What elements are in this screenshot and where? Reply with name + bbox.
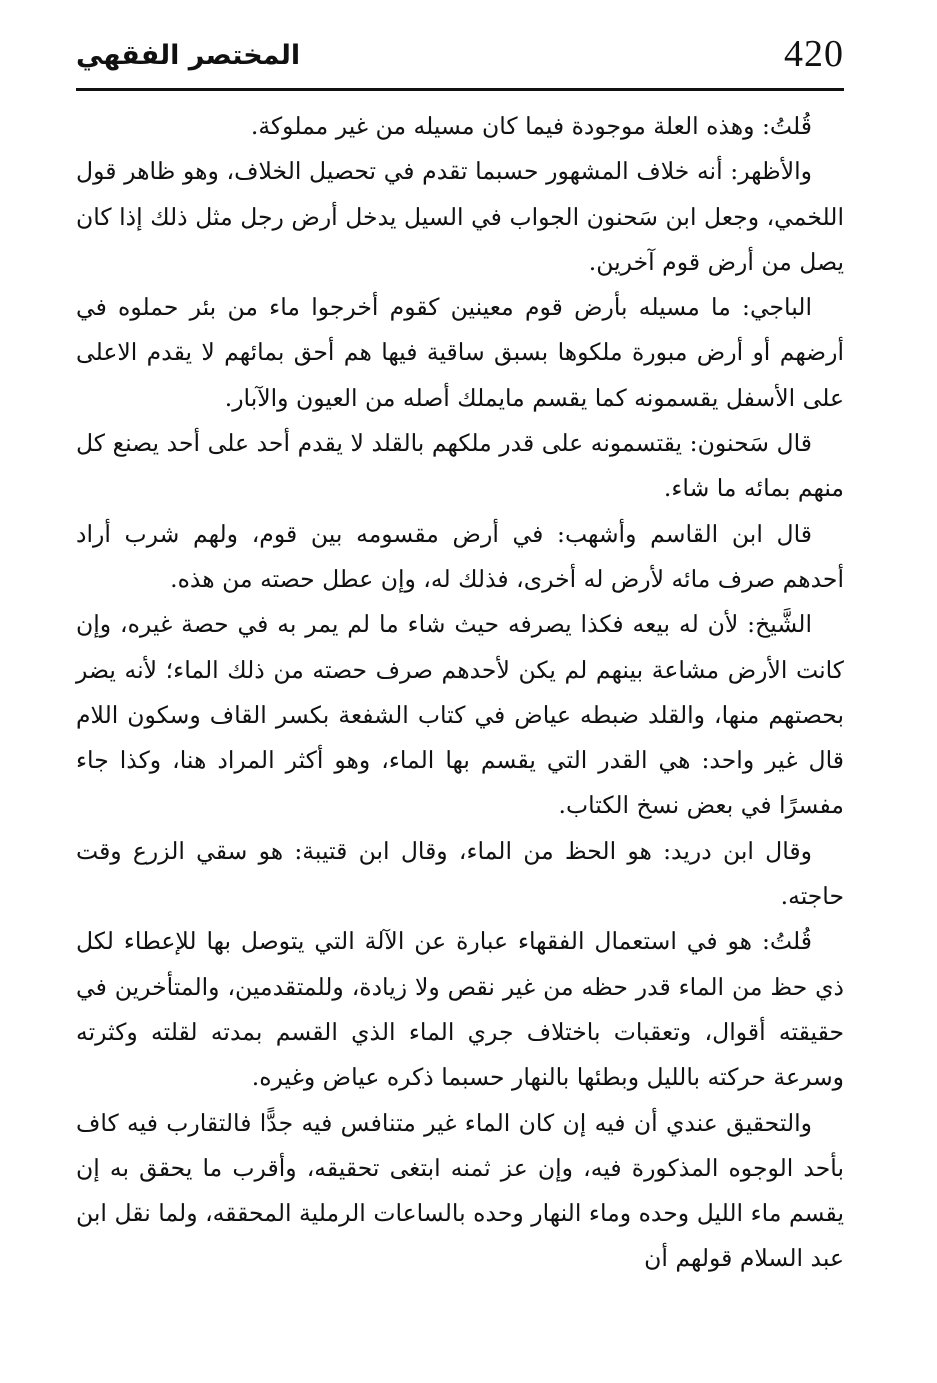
- paragraph: الباجي: ما مسيله بأرض قوم معينين كقوم أخرجوا ماء من بئر حملوه في أرضهم أو أرض مبورة ملكوها بسبق ساقية فيها هم أحق بمائهم لا يقدم الاعلى على الأسفل يقسمونه كما يقسم مايملك أصله من العيون والآبار.: [76, 293, 844, 412]
- page-number: 420: [784, 33, 844, 75]
- paragraph: قُلتُ: هو في استعمال الفقهاء عبارة عن الآلة التي يتوصل بها للإعطاء لكل ذي حظ من الماء قدر حظه من غير نقص ولا زيادة، وللمتقدمين، والمتأخرين في حقيقته أقوال، وتعقبات باختلاف جري الماء الذي القسم بمدته لقلته وكثرته وسرعة حركته بالليل وبطئها بالنهار حسبما ذكره عياض وغيره.: [76, 927, 844, 1092]
- running-head: [76, 28, 844, 80]
- text-body: [76, 104, 844, 1282]
- paragraph: قُلتُ: وهذه العلة موجودة فيما كان مسيله من غير مملوكة.: [250, 112, 812, 140]
- paragraph: الشَّيخ: لأن له بيعه فكذا يصرفه حيث شاء ما لم يمر به في حصة غيره، وإن كانت الأرض مشاعة بينهم لم يكن لأحدهم صرف حصته من ذلك الماء؛ لأنه يضر بحصتهم منها، والقلد ضبطه عياض في كتاب الشفعة بكسر القاف وسكون اللام قال غير واحد: هي القدر التي يقسم بها الماء، وهو أكثر المراد هنا، وكذا جاء مفسرًا في بعض نسخ الكتاب.: [76, 610, 844, 820]
- book-title: المختصر الفقهي: [76, 40, 301, 71]
- header-rule: [76, 88, 844, 91]
- paragraph: وقال ابن دريد: هو الحظ من الماء، وقال ابن قتيبة: هو سقي الزرع وقت حاجته.: [76, 836, 844, 911]
- paragraph: والأظهر: أنه خلاف المشهور حسبما تقدم في تحصيل الخلاف، وهو ظاهر قول اللخمي، وجعل ابن سَحنون الجواب في السيل يدخل أرض رجل مثل ذلك إذا كان يصل من أرض قوم آخرين.: [76, 157, 844, 276]
- paragraph: قال ابن القاسم وأشهب: في أرض مقسومه بين قوم، ولهم شرب أراد أحدهم صرف مائه لأرض له أخرى، فذلك له، وإن عطل حصته من هذه.: [76, 519, 844, 593]
- paragraph: والتحقيق عندي أن فيه إن كان الماء غير متنافس فيه جدًّا فالتقارب فيه كاف بأحد الوجوه المذكورة فيه، وإن عز ثمنه ابتغى تحقيقه، وأقرب ما يحقق به إن يقسم ماء الليل وحده وماء النهار وحده بالساعات الرملية المحققه، ولما نقل ابن عبد السلام قولهم أن: [76, 1108, 844, 1273]
- paragraph: قال سَحنون: يقتسمونه على قدر ملكهم بالقلد لا يقدم أحد على أحد يصنع كل منهم بمائه ما شاء.: [76, 429, 844, 503]
